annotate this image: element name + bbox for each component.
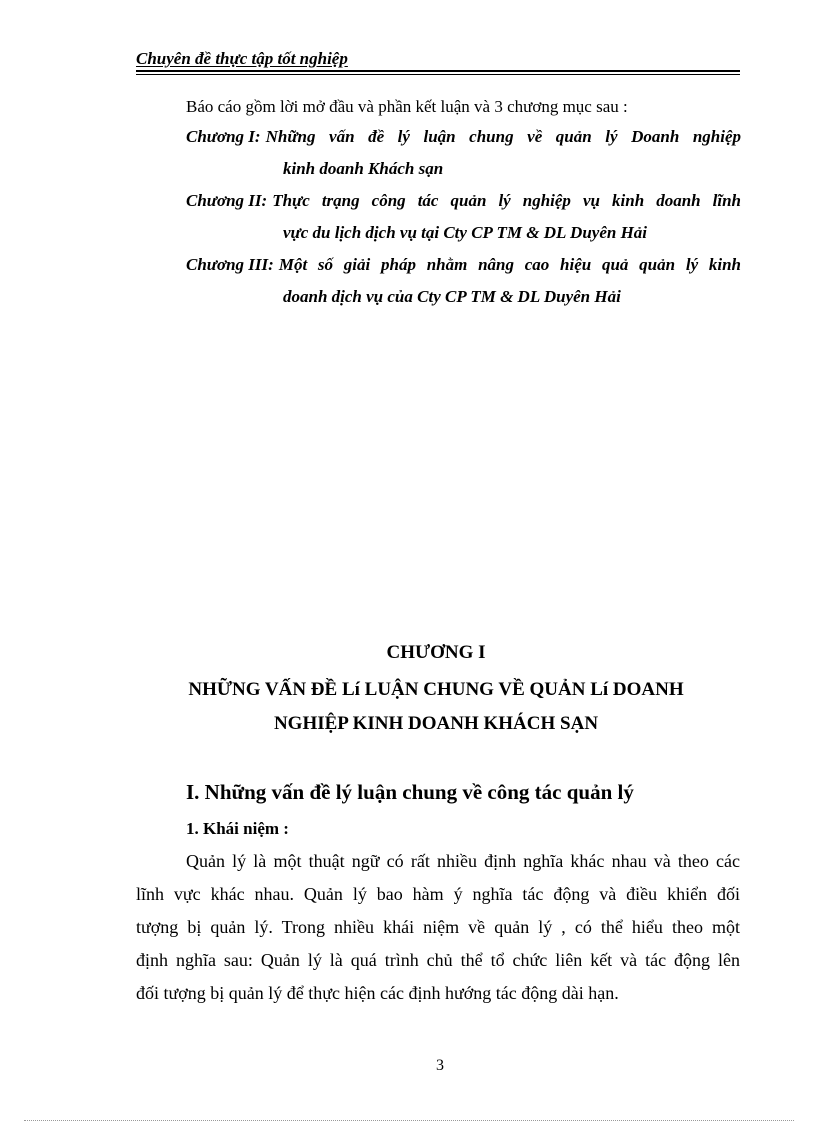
paragraph-line: lĩnh vực khác nhau. Quản lý bao hàm ý nghĩa tác động và điều khiển đối bbox=[136, 884, 740, 904]
chapter-title-line: Một số giải pháp nhằm nâng cao hiệu quả quản lý kinh bbox=[278, 255, 741, 274]
body-paragraph bbox=[136, 845, 740, 1010]
chapter-item bbox=[186, 249, 741, 281]
chapter-item-cont bbox=[186, 153, 741, 185]
intro-text: Báo cáo gồm lời mở đầu và phần kết luận và 3 chương mục sau : bbox=[186, 97, 628, 116]
chapter-title-line: Thực trạng công tác quản lý nghiệp vụ kinh doanh lĩnh bbox=[272, 191, 741, 210]
paragraph-line: Quản lý là một thuật ngữ có rất nhiều định nghĩa khác nhau và theo các bbox=[186, 851, 740, 871]
chapter-label: Chương I: bbox=[186, 127, 261, 146]
chapter-title-line: kinh doanh Khách sạn bbox=[283, 159, 444, 178]
chapter-title-heading-line2: NGHIỆP KINH DOANH KHÁCH SẠN bbox=[273, 713, 599, 734]
header-title: Chuyên đề thực tập tốt nghiệp bbox=[136, 49, 348, 68]
chapter-label: Chương II: bbox=[186, 191, 268, 210]
page-header bbox=[136, 48, 740, 75]
section-heading: I. Những vấn đề lý luận chung về công tác quản lý bbox=[186, 780, 634, 804]
paragraph-line: tượng bị quản lý. Trong nhiều khái niệm về quản lý , có thể hiểu theo một bbox=[136, 917, 740, 937]
subsection-heading: 1. Khái niệm : bbox=[186, 819, 289, 838]
page-number: 3 bbox=[436, 1057, 444, 1074]
chapter-number-heading: CHƯƠNG I bbox=[386, 642, 486, 663]
chapter-title-line: Những vấn đề lý luận chung về quản lý Doanh nghiệp bbox=[265, 127, 741, 146]
chapter-item-cont bbox=[186, 217, 741, 249]
chapter-list bbox=[186, 121, 741, 313]
chapter-label: Chương III: bbox=[186, 255, 274, 274]
chapter-item bbox=[186, 185, 741, 217]
paragraph-line: đối tượng bị quản lý để thực hiện các định hướng tác động dài hạn. bbox=[136, 983, 619, 1003]
chapter-item bbox=[186, 121, 741, 153]
chapter-title-heading-line1: NHỮNG VẤN ĐỀ Lí LUẬN CHUNG VỀ QUẢN Lí DOANH bbox=[188, 679, 684, 700]
header-rule bbox=[136, 70, 740, 75]
chapter-item-cont bbox=[186, 281, 741, 313]
footer-rule bbox=[24, 1120, 794, 1121]
paragraph-line: định nghĩa sau: Quản lý là quá trình chủ thể tổ chức liên kết và tác động lên bbox=[136, 950, 740, 970]
chapter-title-line: vực du lịch dịch vụ tại Cty CP TM & DL Duyên Hải bbox=[283, 223, 648, 242]
chapter-title-line: doanh dịch vụ của Cty CP TM & DL Duyên Hải bbox=[283, 287, 621, 306]
